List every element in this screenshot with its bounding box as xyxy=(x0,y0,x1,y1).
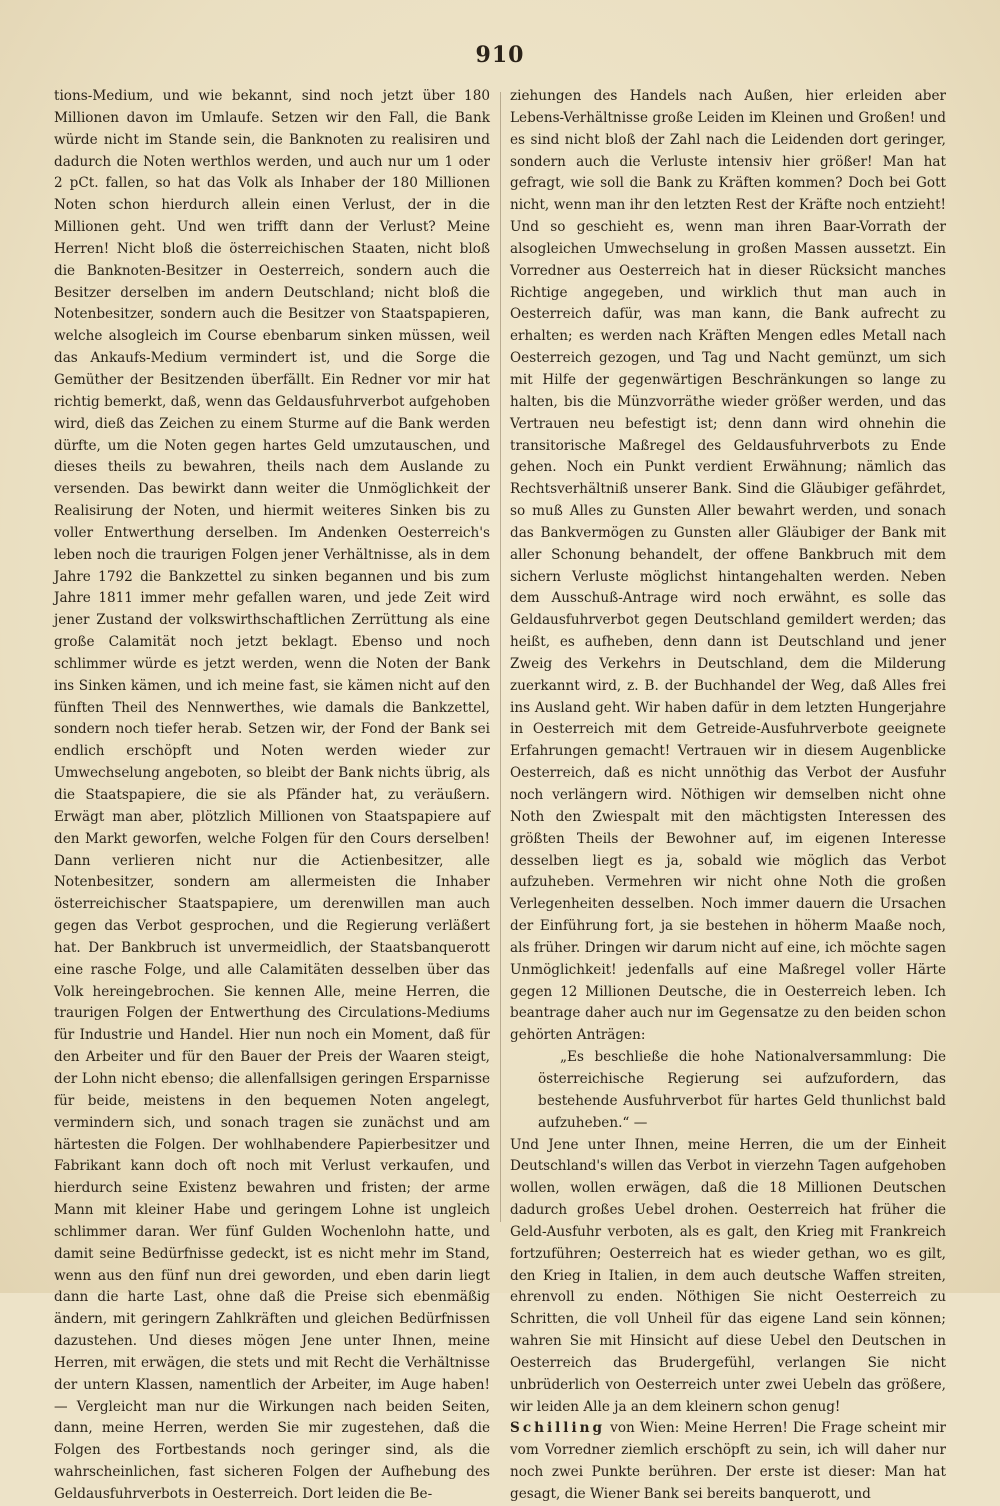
right-column-paragraph: ziehungen des Handels nach Außen, hier erleiden aber Lebens-Verhältnisse große Leiden im Kleinen und Großen! und es sind nicht bloß der Zahl nach die Leidenden dort geringer, sondern auch die Verluste intensiv hier größer! Man hat gefragt, wie soll die Bank zu Kräften kommen? Doch bei Gott nicht, wenn man ihr den letzten Rest der Kräfte noch entzieht! Und so geschieht es, wenn man ihren Baar-Vorrath der alsogleichen Umwechselung in großen Massen aussetzt. Ein Vorredner aus Oesterreich hat in dieser Rücksicht manches Richtige angegeben, und wirklich thut man auch in Oesterreich dafür, was man kann, die Bank aufrecht zu erhalten; es werden nach Kräften Mengen edles Metall nach Oesterreich gezogen, und Tag und Nacht gemünzt, um sich mit Hilfe der gegenwärtigen Beschränkungen so lange zu halten, bis die Münzvorräthe wieder größer werden, und das Vertrauen neu befestigt ist; denn dann wird ohnehin die transitorische Maßregel des Geldausfuhrverbots zu Ende gehen. Noch ein Punkt verdient Erwähnung; nämlich das Rechtsverhältniß unserer Bank. Sind die Gläubiger gefährdet, so muß Alles zu Gunsten Aller bewahrt werden, und sonach das Bankvermögen zu Gunsten aller Gläubiger der Bank mit aller Schonung behandelt, der offene Bankbruch mit dem sichern Verluste möglichst hintangehalten werden. Neben dem Ausschuß-Antrage wird noch erwähnt, es solle das Geldausfuhrverbot gegen Deutschland gemildert werden; das heißt, es aufheben, denn dann ist Deutschland und jener Zweig des Verkehrs in Deutschland, dem die Milderung zuerkannt wird, z. B. der Buchhandel der Weg, daß Alles frei ins Ausland geht. Wir haben dafür in dem letzten Hungerjahre in Oesterreich mit dem Getreide-Ausfuhrverbote geeignete Erfahrungen gemacht! Vertrauen wir in diesem Augenblicke Oesterreich, daß es nicht unnöthig das Verbot der Ausfuhr noch verlängern wird. Nöthigen wir demselben nicht ohne Noth den Zwiespalt mit den mächtigsten Interessen des größten Theils der Bewohner auf, im eigenen Interesse desselben liegt es ja, sobald wie möglich das Verbot aufzuheben. Vermehren wir nicht ohne Noth die großen Verlegenheiten desselben. Noch immer dauern die Ursachen der Einführung fort, ja sie bestehen in höherm Maaße noch, als früher. Dringen wir darum nicht auf eine, ich möchte sagen Unmöglichkeit! jedenfalls auf eine Maßregel voller Härte gegen 12 Millionen Deutsche, die in Oesterreich leben. Ich beantrage daher auch nur im Gegensatze zu den beiden schon gehörten Anträgen: xyxy=(510,88,946,1044)
column-divider xyxy=(500,92,501,1222)
speaker-name: Schilling xyxy=(510,1420,606,1437)
page-number: 910 xyxy=(475,42,525,68)
right-column-paragraph-2: Und Jene unter Ihnen, meine Herren, die um der Einheit Deutschland's willen das Verbot in vierzehn Tagen aufgehoben wollen, wollen erwägen, daß die 18 Millionen Deutschen dadurch großes Uebel drohen. Oesterreich hat früher die Geld-Ausfuhr verboten, als es galt, den Krieg mit Frankreich fortzuführen; Oesterreich hat es wieder gethan, wo es gilt, den Krieg in Italien, in dem auch deutsche Waffen streiten, ehrenvoll zu enden. Nöthigen Sie nicht Oesterreich zu Schritten, die voll Unheil für das eigene Land sein können; wahren Sie mit Hinsicht auf diese Uebel den Deutschen in Oesterreich das Brudergefühl, verlangen Sie nicht unbrüderlich von Oesterreich unter zwei Uebeln das größere, wir leiden Alle ja an dem kleinern schon genug! xyxy=(510,1136,946,1415)
speaker-paragraph xyxy=(510,1418,946,1505)
speaker-text: von Wien: Meine Herren! Die Frage scheint mir vom Vorredner ziemlich erschöpft zu sein, ich will daher nur noch zwei Punkte berühren. Der erste ist dieser: Man hat gesagt, die Wiener Bank sei bereits banquerott, und xyxy=(510,1420,946,1502)
motion-quote: „Es beschließe die hohe Nationalversammlung: Die österreichische Regierung sei aufzufordern, das bestehende Ausfuhrverbot für hartes Geld thunlichst bald aufzuheben.“ — xyxy=(538,1049,946,1131)
left-column-paragraph: tions-Medium, und wie bekannt, sind noch jetzt über 180 Millionen davon im Umlaufe. Setzen wir den Fall, die Bank würde nicht im Stande sein, die Banknoten zu realisiren und dadurch die Noten werthlos werden, und auch nur um 1 oder 2 pCt. fallen, so hat das Volk als Inhaber der 180 Millionen Noten schon hierdurch allein einen Verlust, der in die Millionen geht. Und wen trifft dann der Verlust? Meine Herren! Nicht bloß die österreichischen Staaten, nicht bloß die Banknoten-Besitzer in Oesterreich, sondern auch die Besitzer derselben im andern Deutschland; nicht bloß die Notenbesitzer, sondern auch die Besitzer von Staatspapieren, welche alsogleich im Course ebenbarum sinken müssen, weil das Ankaufs-Medium vermindert ist, und die Sorge die Gemüther der Besitzenden überfällt. Ein Redner vor mir hat richtig bemerkt, daß, wenn das Geldausfuhrverbot aufgehoben wird, dieß das Zeichen zu einem Sturme auf die Bank werden dürfte, um die Noten gegen hartes Geld umzutauschen, und dieses theils zu bewahren, theils nach dem Auslande zu versenden. Das bewirkt dann weiter die Unmöglichkeit der Realisirung der Noten, und hiermit weiteres Sinken bis zu voller Entwerthung derselben. Im Andenken Oesterreich's leben noch die traurigen Folgen jener Verhältnisse, als in dem Jahre 1792 die Bankzettel zu sinken begannen und bis zum Jahre 1811 immer mehr gefallen waren, und jede Zeit wird jener Zustand der volkswirthschaftlichen Zerrüttung als eine große Calamität noch jetzt beklagt. Ebenso und noch schlimmer würde es jetzt werden, wenn die Noten der Bank ins Sinken kämen, und ich meine fast, sie kämen nicht auf den fünften Theil des Nennwerthes, wie damals die Bankzettel, sondern noch tiefer herab. Setzen wir, der Fond der Bank sei endlich erschöpft und Noten werden wieder zur Umwechselung angeboten, so bleibt der Bank nichts übrig, als die Staatspapiere, die sie als Pfänder hat, zu veräußern. Erwägt man aber, plötzlich Millionen von Staatspapiere auf den Markt geworfen, welche Folgen für den Cours derselben! Dann verlieren nicht nur die Actienbesitzer, alle Notenbesitzer, sondern am allermeisten die Inhaber österreichischer Staatspapiere, um derenwillen man auch gegen das Verbot gesprochen, und die Regierung verläßert hat. Der Bankbruch ist unvermeidlich, der Staatsbanquerott eine rasche Folge, und alle Calamitäten desselben über das Volk hereingebrochen. Sie kennen Alle, meine Herren, die traurigen Folgen der Entwerthung des Circulations-Mediums für Industrie und Handel. Hier nun noch ein Moment, daß für den Arbeiter und für den Bauer der Preis der Waaren steigt, der Lohn nicht ebenso; die allenfallsigen geringen Ersparnisse für beide, meistens in den bequemen Noten angelegt, vermindern sich, und sonach tragen sie zunächst und am härtesten die Folgen. Der wohlhabendere Papierbesitzer und Fabrikant kann doch oft noch mit Verlust verkaufen, und hierdurch seine Existenz bewahren und fristen; der arme Mann mit kleiner Habe und geringem Lohne ist ungleich schlimmer daran. Wer fünf Gulden Wochenlohn hatte, und damit seine Bedürfnisse gedeckt, ist es nicht mehr im Stand, wenn aus den fünf nun drei geworden, und eben darin liegt dann die harte Last, ohne daß die Preise sich ebenmäßig ändern, mit geringern Zahlkräften und gleichen Bedürfnissen dazustehen. Und dieses mögen Jene unter Ihnen, meine Herren, mit erwägen, die stets und mit Recht die Verhältnisse der untern Klassen, namentlich der Arbeiter, im Auge haben! — Vergleicht man nur die Wirkungen nach beiden Seiten, dann, meine Herren, werden Sie mir zugestehen, daß die Folgen des Fortbestands noch geringer sind, als die wahrscheinlichen, fast sicheren Folgen der Aufhebung des Geldausfuhrverbots in Oesterreich. Dort leiden die Be- xyxy=(54,88,490,1502)
